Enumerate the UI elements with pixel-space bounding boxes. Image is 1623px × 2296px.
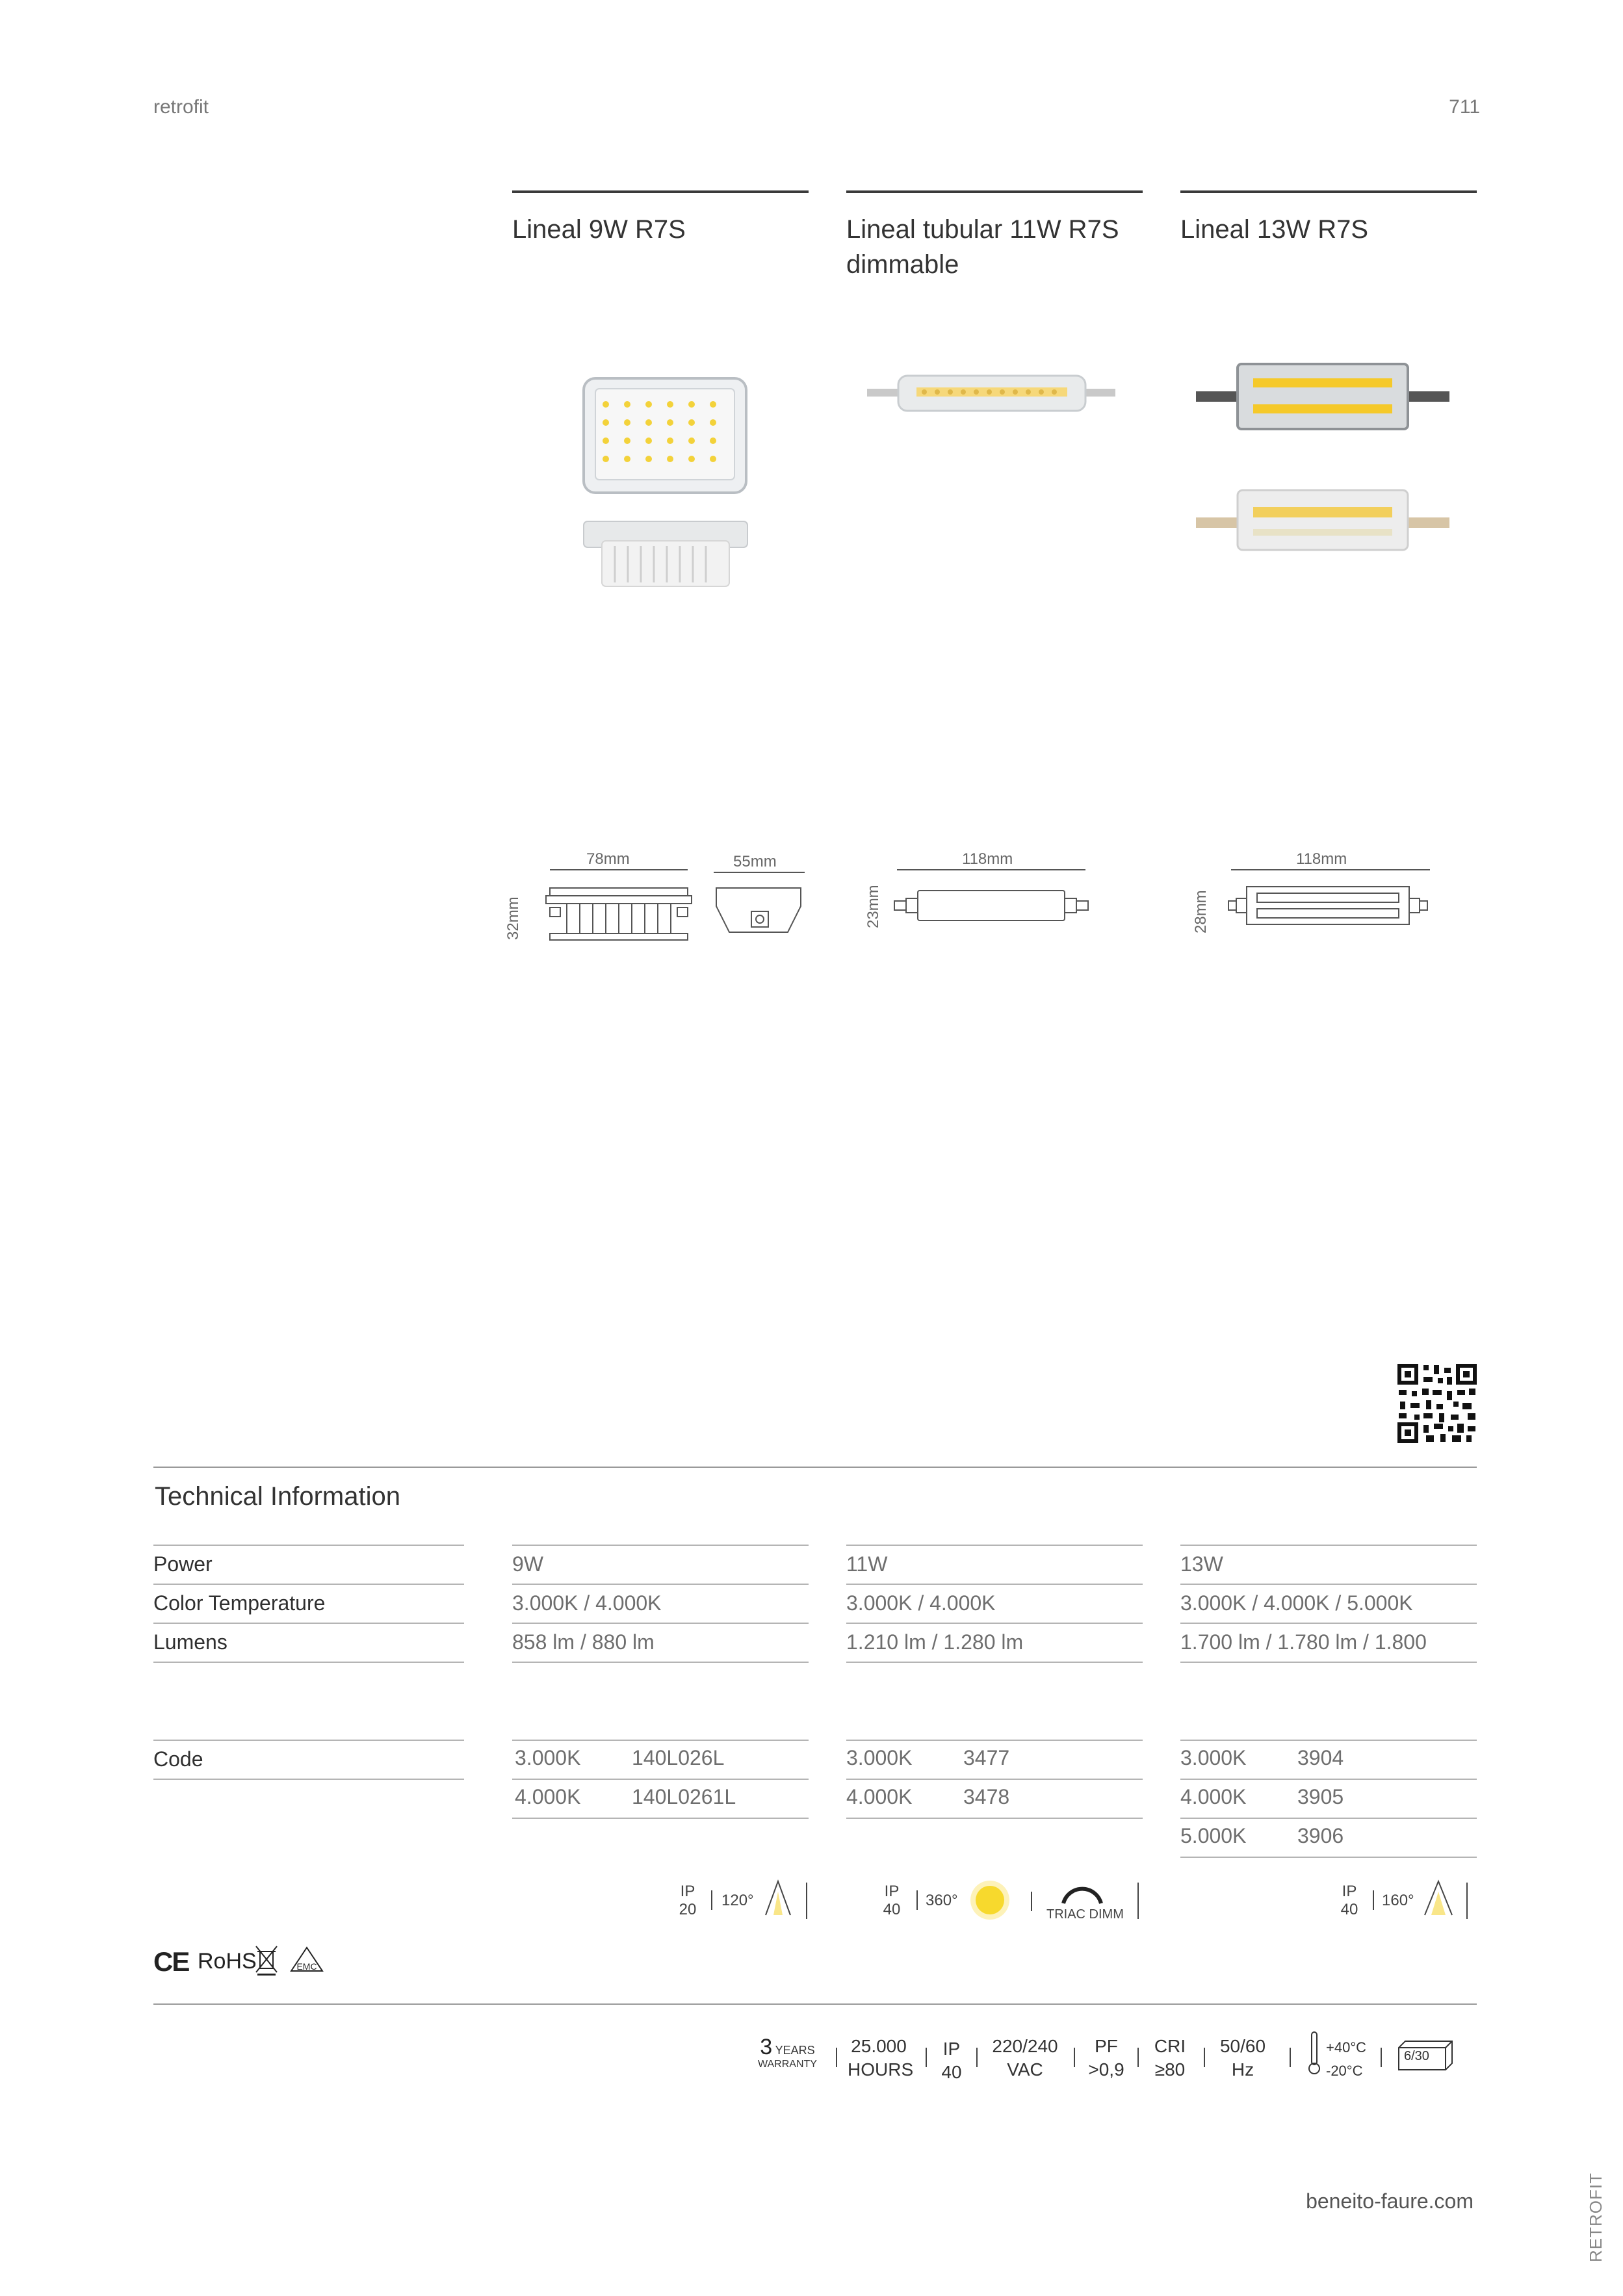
product-photo-9w	[572, 371, 767, 605]
lifetime-hours: 25.000 HOURS	[848, 2036, 914, 2080]
spec-rule	[1180, 1545, 1477, 1546]
product-title-3: Lineal 13W R7S	[1180, 215, 1369, 244]
spec-label-color-temperature: Color Temperature	[153, 1591, 326, 1615]
triac-dimm-label: TRIAC DIMM	[1046, 1907, 1124, 1922]
svg-text:EMC: EMC	[296, 1961, 317, 1972]
ip-rating-icon: IP 20	[679, 1883, 697, 1918]
dim-width-118a: 118mm	[962, 850, 1013, 868]
product-title-1: Lineal 9W R7S	[512, 215, 686, 244]
thermometer-icon	[1306, 2031, 1322, 2076]
dimension-drawing-9w	[537, 865, 810, 956]
dimmer-icon	[1059, 1880, 1105, 1906]
section-name: retrofit	[153, 96, 209, 118]
code-label: Code	[153, 1747, 203, 1771]
spec-value: 9W	[512, 1552, 543, 1576]
separator	[711, 1890, 712, 1910]
code-value: 140L026L	[632, 1746, 725, 1769]
page-number: 711	[1449, 96, 1480, 118]
code-rule	[1180, 1779, 1477, 1780]
code-value: 3906	[1297, 1824, 1344, 1847]
spec-rule	[512, 1662, 809, 1663]
code-temp: 4.000K	[515, 1785, 581, 1808]
spec-rule	[153, 1623, 464, 1624]
code-rule	[512, 1818, 809, 1819]
spec-value: 1.210 lm / 1.280 lm	[846, 1630, 1024, 1654]
spec-value: 3.000K / 4.000K	[846, 1591, 996, 1615]
separator	[1204, 2048, 1205, 2067]
weee-bin-icon	[253, 1944, 279, 1976]
code-value: 140L0261L	[632, 1785, 736, 1808]
code-rule	[1180, 1857, 1477, 1858]
spec-rule	[1180, 1584, 1477, 1585]
code-temp: 4.000K	[846, 1785, 913, 1808]
code-temp: 4.000K	[1180, 1785, 1247, 1808]
spec-rule	[846, 1662, 1143, 1663]
code-value: 3477	[963, 1746, 1010, 1769]
code-rule	[1180, 1818, 1477, 1819]
spec-value: 3.000K / 4.000K / 5.000K	[1180, 1591, 1413, 1615]
spec-rule	[153, 1545, 464, 1546]
features-rule	[153, 2003, 1477, 2005]
website-link[interactable]: beneito-faure.com	[1306, 2189, 1474, 2213]
qr-code[interactable]	[1397, 1364, 1477, 1443]
code-rule	[1180, 1740, 1477, 1741]
spec-rule	[846, 1545, 1143, 1546]
code-value: 3904	[1297, 1746, 1344, 1769]
rohs-label: RoHS	[198, 1949, 257, 1974]
beam-angle-label: 120°	[721, 1892, 754, 1909]
beam-angle-label: 360°	[926, 1892, 958, 1909]
product-photo-13w	[1196, 359, 1456, 560]
frequency: 50/60 Hz	[1219, 2036, 1266, 2080]
separator	[1074, 2048, 1075, 2067]
spec-value: 11W	[846, 1552, 888, 1576]
separator	[1290, 2048, 1291, 2067]
code-rule	[512, 1740, 809, 1741]
omni-light-icon	[968, 1879, 1011, 1922]
beam-angle-label: 160°	[1382, 1892, 1414, 1909]
code-value: 3478	[963, 1785, 1010, 1808]
product-rule-2	[846, 190, 1143, 193]
beam-angle-icon	[762, 1877, 794, 1918]
ip-rating-icon: IP 40	[883, 1883, 901, 1918]
ip-rating-general: IP 40	[941, 2039, 962, 2082]
dim-height-23: 23mm	[864, 885, 882, 928]
spec-rule	[846, 1584, 1143, 1585]
dim-height-28: 28mm	[1192, 890, 1210, 933]
spec-rule	[1180, 1623, 1477, 1624]
code-temp: 3.000K	[1180, 1746, 1247, 1769]
spec-rule	[512, 1584, 809, 1585]
technical-info-title: Technical Information	[155, 1482, 400, 1511]
spec-rule	[512, 1545, 809, 1546]
ce-mark-icon: CE	[153, 1946, 189, 1977]
code-rule	[153, 1779, 464, 1780]
ip-rating-icon: IP 40	[1340, 1883, 1358, 1918]
product-rule-1	[512, 190, 809, 193]
product-rule-3	[1180, 190, 1477, 193]
dimension-drawing-13w	[1222, 865, 1436, 936]
code-rule	[846, 1818, 1143, 1819]
separator	[916, 1890, 918, 1910]
separator	[1381, 2048, 1382, 2067]
separator	[1137, 1883, 1139, 1919]
spec-value: 3.000K / 4.000K	[512, 1591, 662, 1615]
separator	[1031, 1892, 1032, 1911]
spec-rule	[153, 1662, 464, 1663]
dim-width-118b: 118mm	[1296, 850, 1347, 868]
spec-value: 858 lm / 880 lm	[512, 1630, 655, 1654]
separator	[806, 1883, 807, 1919]
dim-height-32: 32mm	[504, 896, 522, 940]
separator	[1466, 1883, 1468, 1919]
side-section-label: RETROFIT	[1586, 2172, 1605, 2262]
product-photo-11w	[864, 364, 1118, 423]
code-temp: 3.000K	[515, 1746, 581, 1769]
spec-value: 13W	[1180, 1552, 1223, 1576]
beam-angle-icon	[1422, 1877, 1455, 1918]
spec-rule	[512, 1623, 809, 1624]
code-rule	[153, 1740, 464, 1741]
separator	[836, 2048, 837, 2067]
spec-value: 1.700 lm / 1.780 lm / 1.800	[1180, 1630, 1427, 1654]
code-rule	[846, 1740, 1143, 1741]
separator	[1373, 1890, 1374, 1910]
spec-rule	[846, 1623, 1143, 1624]
code-rule	[846, 1779, 1143, 1780]
dim-width-55: 55mm	[733, 853, 777, 870]
voltage: 220/240 VAC	[992, 2036, 1058, 2080]
power-factor: PF >0,9	[1088, 2036, 1124, 2080]
spec-rule	[1180, 1662, 1477, 1663]
spec-label-power: Power	[153, 1552, 213, 1576]
code-value: 3905	[1297, 1785, 1344, 1808]
code-temp: 3.000K	[846, 1746, 913, 1769]
separator	[976, 2048, 978, 2067]
spec-rule	[153, 1584, 464, 1585]
code-rule	[512, 1779, 809, 1780]
dimension-drawing-11w	[890, 865, 1098, 930]
temperature-range: +40°C -20°C	[1326, 2039, 1367, 2079]
cri: CRI ≥80	[1154, 2036, 1186, 2080]
code-temp: 5.000K	[1180, 1824, 1247, 1847]
warranty-icon: 3 YEARS WARRANTY	[758, 2035, 817, 2070]
product-title-2: Lineal tubular 11W R7S dimmable	[846, 215, 1119, 279]
emc-mark-icon	[289, 1945, 325, 1974]
tech-section-rule	[153, 1467, 1477, 1468]
spec-label-lumens: Lumens	[153, 1630, 227, 1654]
separator	[1137, 2048, 1139, 2067]
packaging-units: 6/30	[1404, 2049, 1429, 2063]
separator	[926, 2048, 927, 2067]
dim-width-78: 78mm	[586, 850, 630, 868]
